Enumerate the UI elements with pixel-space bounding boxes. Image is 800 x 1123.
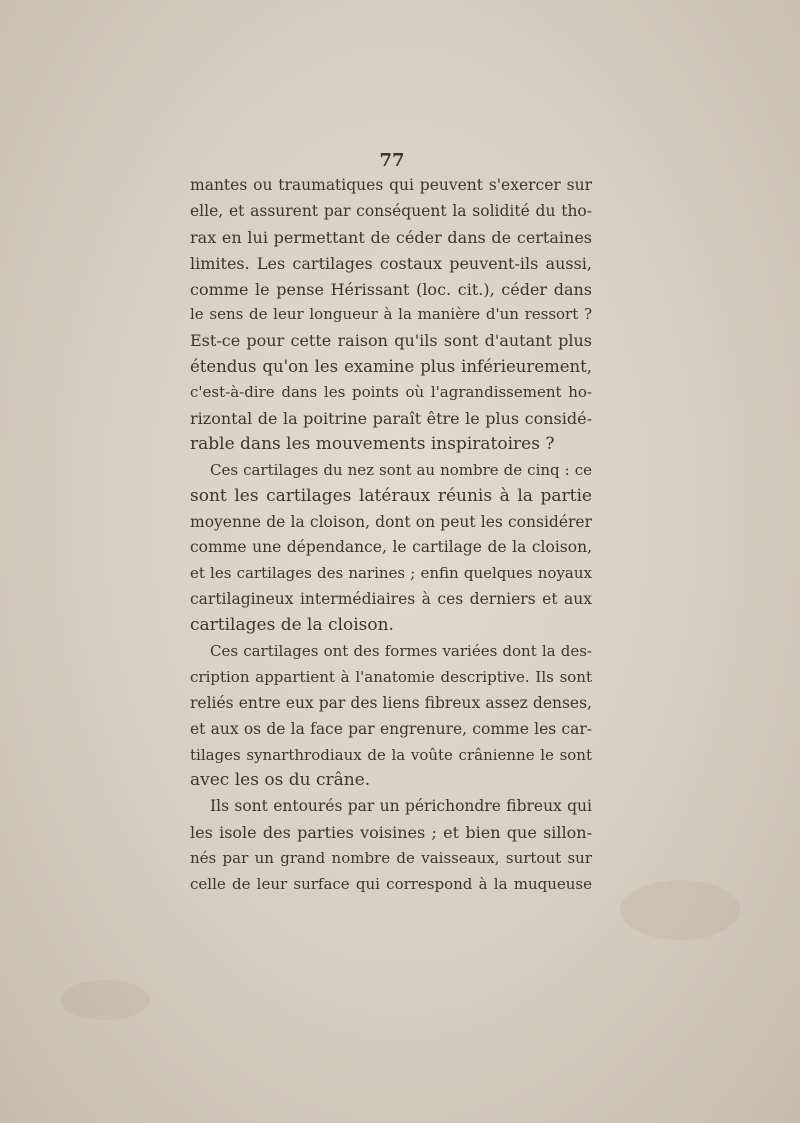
text-line: rax en lui permettant de céder dans de certaines bbox=[190, 227, 592, 247]
text-line: comme une dépendance, le cartilage de la cloison, bbox=[190, 538, 592, 557]
text-line: elle, et assurent par conséquent la solidité du tho- bbox=[190, 201, 592, 220]
paper-stain bbox=[620, 880, 740, 940]
body-text bbox=[190, 173, 592, 898]
text-line: mantes ou traumatiques qui peuvent s'exercer sur bbox=[190, 176, 592, 194]
text-line: Est-ce pour cette raison qu'ils sont d'autant plus bbox=[190, 331, 592, 351]
paper-stain bbox=[60, 980, 150, 1020]
text-line: avec les os du crâne. bbox=[190, 770, 371, 791]
page-number: 77 bbox=[379, 150, 405, 171]
text-line: sont les cartilages latéraux réunis à la partie bbox=[190, 485, 592, 506]
text-line: le sens de leur longueur à la manière d'un ressort ? bbox=[190, 305, 592, 324]
text-line: et aux os de la face par engrenure, comme les car- bbox=[190, 719, 592, 738]
text-line: tilages synarthrodiaux de la voûte crânienne le sont bbox=[190, 745, 592, 764]
text-line: et les cartilages des narines ; enfin quelques noyaux bbox=[190, 564, 592, 583]
text-line: limites. Les cartilages costaux peuvent-ils aussi, bbox=[190, 253, 592, 273]
text-line: cartilagineux intermédiaires à ces derniers et aux bbox=[190, 590, 592, 609]
paragraph-start: Ces cartilages du nez sont au nombre de cinq : ce bbox=[210, 460, 592, 479]
text-line: les isole des parties voisines ; et bien que sillon- bbox=[190, 823, 592, 843]
text-line: comme le pense Hérissant (loc. cit.), céder dans bbox=[190, 279, 592, 299]
text-line: nés par un grand nombre de vaisseaux, surtout sur bbox=[190, 849, 592, 868]
text-line: celle de leur surface qui correspond à la muqueuse bbox=[190, 875, 592, 894]
text-line: cription appartient à l'anatomie descriptive. Ils sont bbox=[190, 667, 592, 686]
text-line: reliés entre eux par des liens fibreux assez denses, bbox=[190, 693, 592, 712]
text-line: rizontal de la poitrine paraît être le plus considé- bbox=[190, 409, 592, 429]
text-line: cartilages de la cloison. bbox=[190, 615, 394, 636]
text-line: étendus qu'on les examine plus inférieurement, bbox=[190, 357, 592, 377]
text-line: c'est-à-dire dans les points où l'agrandissement ho- bbox=[190, 383, 592, 402]
paragraph-start: Ces cartilages ont des formes variées dont la des- bbox=[210, 642, 592, 661]
text-line: moyenne de la cloison, dont on peut les considérer bbox=[190, 512, 592, 531]
text-line: rable dans les mouvements inspiratoires ? bbox=[190, 433, 555, 454]
paragraph-start: Ils sont entourés par un périchondre fibreux qui bbox=[210, 797, 592, 816]
